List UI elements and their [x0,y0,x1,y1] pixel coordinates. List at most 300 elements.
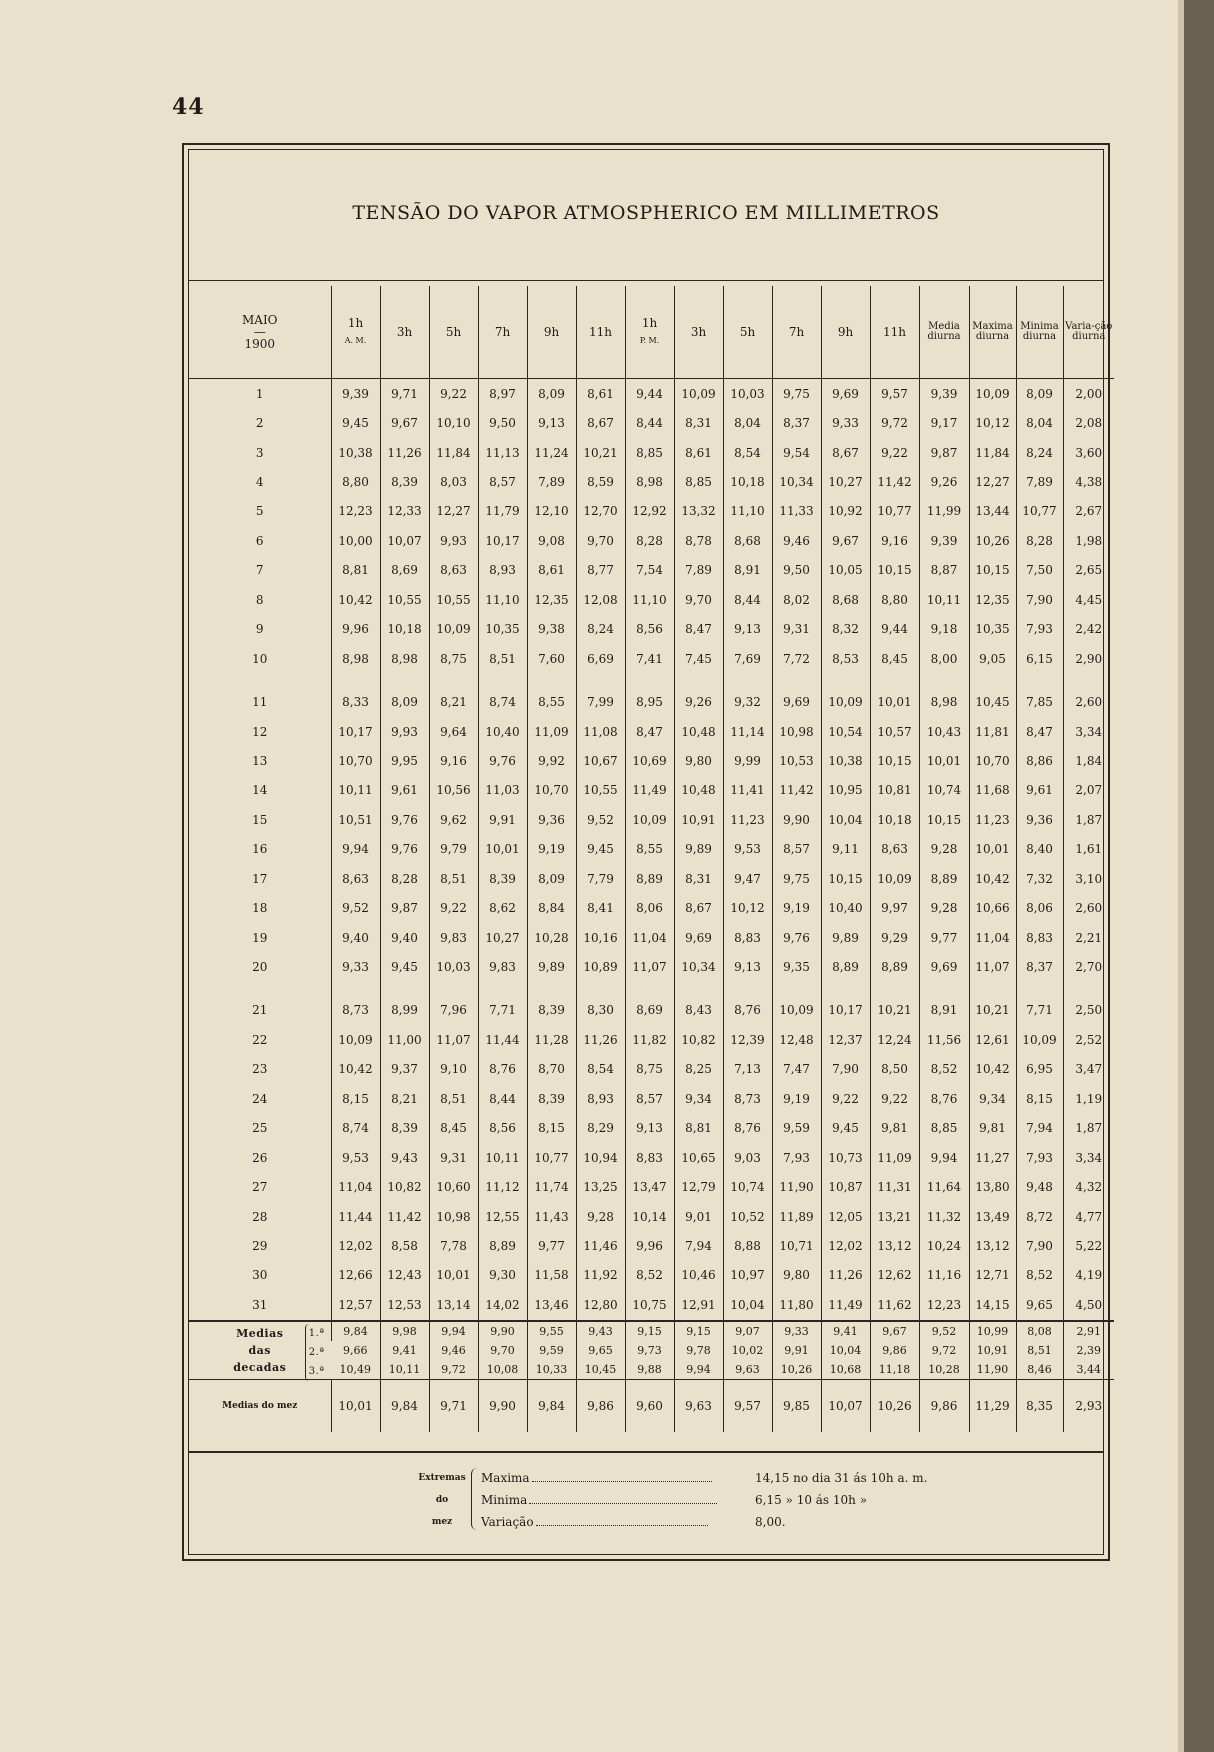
value-cell: 14,15 [969,1290,1016,1320]
value-cell: 7,13 [723,1055,772,1084]
decade-value-cell: 8,08 [1016,1321,1063,1341]
decade-row [189,1321,1114,1341]
decade-value-cell: 8,46 [1016,1360,1063,1380]
decade-value-cell: 10,26 [772,1360,821,1380]
value-cell: 8,95 [625,673,674,716]
value-cell: 9,05 [969,644,1016,673]
decade-value-cell: 9,98 [380,1321,429,1341]
value-cell: 11,13 [478,438,527,467]
value-cell: 10,81 [870,776,919,805]
value-cell: 8,74 [478,673,527,716]
monthly-extremes [189,1451,1103,1564]
value-cell: 9,36 [527,805,576,834]
value-cell: 10,09 [331,1025,380,1054]
value-cell: 11,10 [723,497,772,526]
value-cell: 8,70 [527,1055,576,1084]
value-cell: 9,59 [772,1114,821,1143]
value-cell: 2,67 [1063,497,1114,526]
value-cell: 3,60 [1063,438,1114,467]
value-cell: 8,52 [1016,1261,1063,1290]
value-cell: 4,50 [1063,1290,1114,1320]
value-cell: 12,62 [870,1261,919,1290]
value-cell: 9,83 [478,952,527,981]
month-mean-cell: 9,60 [625,1379,674,1432]
value-cell: 13,47 [625,1172,674,1201]
decade-value-cell: 8,51 [1016,1341,1063,1360]
hour-header: 5h [429,286,478,379]
value-cell: 12,33 [380,497,429,526]
table-row [189,644,1114,673]
value-cell: 8,53 [821,644,870,673]
value-cell: 8,80 [870,585,919,614]
day-cell: 23 [252,1062,268,1077]
value-cell: 9,62 [429,805,478,834]
value-cell: 7,90 [821,1055,870,1084]
value-cell: 8,44 [723,585,772,614]
value-cell: 9,10 [429,1055,478,1084]
value-cell: 1,87 [1063,805,1114,834]
value-cell: 8,04 [723,408,772,437]
value-cell: 11,07 [969,952,1016,981]
value-cell: 10,01 [478,835,527,864]
value-cell: 8,52 [919,1055,969,1084]
value-cell: 8,37 [1016,952,1063,981]
value-cell: 8,76 [919,1084,969,1113]
value-cell: 9,67 [821,526,870,555]
value-cell: 8,89 [919,864,969,893]
value-cell: 9,69 [674,923,723,952]
value-cell: 10,70 [527,776,576,805]
value-cell: 10,16 [576,923,625,952]
value-cell: 11,79 [478,497,527,526]
value-cell: 8,30 [576,982,625,1025]
decade-value-cell: 9,78 [674,1341,723,1360]
table-row [189,1114,1114,1143]
value-cell: 9,34 [969,1084,1016,1113]
decade-value-cell: 9,72 [919,1341,969,1360]
minima-diurna-header: Minima diurna [1016,286,1063,379]
value-cell: 11,07 [429,1025,478,1054]
month-mean-cell: 10,01 [331,1379,380,1432]
table-row [189,408,1114,437]
value-cell: 10,40 [478,717,527,746]
value-cell: 9,50 [772,556,821,585]
table-row [189,438,1114,467]
value-cell: 7,50 [1016,556,1063,585]
value-cell: 8,81 [674,1114,723,1143]
value-cell: 8,97 [478,379,527,409]
decade-value-cell: 9,65 [576,1341,625,1360]
value-cell: 8,93 [478,556,527,585]
table-row [189,952,1114,981]
day-cell: 30 [252,1268,268,1283]
value-cell: 7,78 [429,1231,478,1260]
hour-header: 7h [478,286,527,379]
value-cell: 8,89 [870,952,919,981]
value-cell: 13,44 [969,497,1016,526]
value-cell: 12,61 [969,1025,1016,1054]
value-cell: 10,54 [821,717,870,746]
value-cell: 10,91 [674,805,723,834]
value-cell: 8,39 [527,982,576,1025]
value-cell: 9,17 [919,408,969,437]
value-cell: 10,27 [821,467,870,496]
value-cell: 12,02 [331,1231,380,1260]
value-cell: 10,04 [821,805,870,834]
table-row [189,673,1114,716]
decade-ordinal: 2.ª [308,1346,325,1358]
value-cell: 9,65 [1016,1290,1063,1320]
value-cell: 3,34 [1063,717,1114,746]
value-cell: 12,10 [527,497,576,526]
value-cell: 8,85 [674,467,723,496]
hour-header: 9h [527,286,576,379]
value-cell: 9,61 [1016,776,1063,805]
value-cell: 10,55 [380,585,429,614]
maxima-label: Maxima [481,1471,530,1485]
value-cell: 10,03 [429,952,478,981]
value-cell: 10,00 [331,526,380,555]
value-cell: 10,55 [429,585,478,614]
day-cell: 24 [252,1091,268,1106]
day-cell: 7 [255,563,264,578]
value-cell: 12,37 [821,1025,870,1054]
month-mean-cell: 11,29 [969,1379,1016,1432]
value-cell: 9,33 [821,408,870,437]
value-cell: 9,76 [380,805,429,834]
decade-value-cell: 10,99 [969,1321,1016,1341]
decade-value-cell: 9,55 [527,1321,576,1341]
value-cell: 9,97 [870,893,919,922]
value-cell: 8,39 [478,864,527,893]
value-cell: 10,07 [380,526,429,555]
page-title: TENSÃO DO VAPOR ATMOSPHERICO EM MILLIMETROS [352,202,940,224]
decade-value-cell: 9,67 [870,1321,919,1341]
value-cell: 1,87 [1063,1114,1114,1143]
day-cell: 2 [255,416,264,431]
value-cell: 8,21 [380,1084,429,1113]
value-cell: 4,19 [1063,1261,1114,1290]
day-cell: 19 [252,930,268,945]
value-cell: 9,13 [723,615,772,644]
value-cell: 8,39 [527,1084,576,1113]
value-cell: 10,70 [969,746,1016,775]
value-cell: 8,47 [1016,717,1063,746]
day-cell: 20 [252,960,268,975]
title-divider [189,280,1103,281]
value-cell: 9,13 [625,1114,674,1143]
value-cell: 9,31 [772,615,821,644]
variacao-label: Variação [481,1515,534,1529]
value-cell: 9,70 [576,526,625,555]
month-mean-cell: 9,84 [527,1379,576,1432]
value-cell: 9,96 [625,1231,674,1260]
month-mean-cell: 8,35 [1016,1379,1063,1432]
value-cell: 9,79 [429,835,478,864]
header-row [189,286,1114,379]
value-cell: 12,23 [331,497,380,526]
value-cell: 9,95 [380,746,429,775]
decade-value-cell: 3,44 [1063,1360,1114,1380]
day-cell: 11 [252,695,268,710]
value-cell: 8,50 [870,1055,919,1084]
day-cell: 13 [252,753,268,768]
value-cell: 10,97 [723,1261,772,1290]
value-cell: 8,55 [625,835,674,864]
month-means-label: Medias do mez [189,1379,331,1432]
value-cell: 12,02 [821,1231,870,1260]
value-cell: 9,13 [527,408,576,437]
value-cell: 8,67 [821,438,870,467]
value-cell: 10,21 [870,982,919,1025]
value-cell: 11,23 [723,805,772,834]
value-cell: 8,32 [821,615,870,644]
value-cell: 9,76 [380,835,429,864]
value-cell: 9,57 [870,379,919,409]
decade-value-cell: 2,39 [1063,1341,1114,1360]
value-cell: 11,84 [429,438,478,467]
value-cell: 7,93 [1016,615,1063,644]
value-cell: 8,83 [1016,923,1063,952]
value-cell: 8,29 [576,1114,625,1143]
value-cell: 8,62 [478,893,527,922]
value-cell: 12,35 [527,585,576,614]
extremes-labels [481,1467,717,1533]
value-cell: 8,54 [723,438,772,467]
value-cell: 8,88 [723,1231,772,1260]
value-cell: 10,42 [331,1055,380,1084]
decade-value-cell: 9,94 [429,1321,478,1341]
value-cell: 9,53 [331,1143,380,1172]
value-cell: 7,89 [674,556,723,585]
month-mean-cell: 9,84 [380,1379,429,1432]
value-cell: 9,72 [870,408,919,437]
decade-value-cell: 9,15 [625,1321,674,1341]
value-cell: 8,25 [674,1055,723,1084]
decade-means [189,1321,1114,1380]
value-cell: 7,71 [1016,982,1063,1025]
value-cell: 6,95 [1016,1055,1063,1084]
value-cell: 2,52 [1063,1025,1114,1054]
value-cell: 10,17 [331,717,380,746]
value-cell: 11,44 [478,1025,527,1054]
media-diurna-header: Media diurna [919,286,969,379]
value-cell: 9,80 [772,1261,821,1290]
value-cell: 10,12 [723,893,772,922]
day-cell: 9 [255,622,264,637]
value-cell: 8,63 [429,556,478,585]
value-cell: 10,11 [478,1143,527,1172]
value-cell: 12,23 [919,1290,969,1320]
hour-header: 3h [380,286,429,379]
day-cell: 25 [252,1121,268,1136]
decade-ordinal: 1.ª [308,1327,325,1339]
value-cell: 8,75 [625,1055,674,1084]
maxima-value: 14,15 no dia 31 ás 10h a. m. [755,1471,928,1485]
value-cell: 11,24 [527,438,576,467]
table-row [189,615,1114,644]
value-cell: 10,10 [429,408,478,437]
value-cell: 8,28 [625,526,674,555]
value-cell: 8,40 [1016,835,1063,864]
decade-value-cell: 10,04 [821,1341,870,1360]
day-cell: 16 [252,842,268,857]
value-cell: 11,90 [772,1172,821,1201]
value-cell: 12,35 [969,585,1016,614]
value-cell: 9,22 [870,438,919,467]
value-cell: 4,77 [1063,1202,1114,1231]
value-cell: 8,43 [674,982,723,1025]
value-cell: 8,73 [331,982,380,1025]
value-cell: 8,67 [674,893,723,922]
decade-value-cell: 9,33 [772,1321,821,1341]
brace-bracket [471,1468,480,1530]
value-cell: 10,98 [772,717,821,746]
value-cell: 11,08 [576,717,625,746]
value-cell: 6,69 [576,644,625,673]
value-cell: 7,93 [772,1143,821,1172]
value-cell: 3,10 [1063,864,1114,893]
value-cell: 9,83 [429,923,478,952]
value-cell: 9,77 [527,1231,576,1260]
value-cell: 11,41 [723,776,772,805]
decade-value-cell: 10,45 [576,1360,625,1380]
value-cell: 10,09 [429,615,478,644]
value-cell: 8,61 [674,438,723,467]
value-cell: 2,08 [1063,408,1114,437]
value-cell: 11,23 [969,805,1016,834]
page-number: 44 [172,94,205,120]
value-cell: 9,70 [674,585,723,614]
value-cell: 10,35 [478,615,527,644]
value-cell: 9,46 [772,526,821,555]
value-cell: 11,09 [870,1143,919,1172]
table-row [189,497,1114,526]
value-cell: 8,03 [429,467,478,496]
value-cell: 8,85 [625,438,674,467]
value-cell: 8,02 [772,585,821,614]
value-cell: 10,38 [821,746,870,775]
value-cell: 8,09 [1016,379,1063,409]
table-row [189,835,1114,864]
value-cell: 10,92 [821,497,870,526]
value-cell: 9,87 [380,893,429,922]
value-cell: 8,68 [821,585,870,614]
table-row [189,526,1114,555]
value-cell: 11,28 [527,1025,576,1054]
month-mean-cell: 9,86 [919,1379,969,1432]
value-cell: 8,00 [919,644,969,673]
value-cell: 10,26 [969,526,1016,555]
value-cell: 9,40 [380,923,429,952]
value-cell: 11,16 [919,1261,969,1290]
month-mean-cell: 9,71 [429,1379,478,1432]
value-cell: 12,92 [625,497,674,526]
value-cell: 12,27 [969,467,1016,496]
value-cell: 8,15 [527,1114,576,1143]
value-cell: 9,45 [576,835,625,864]
value-cell: 8,55 [527,673,576,716]
value-cell: 10,18 [723,467,772,496]
value-cell: 8,98 [331,644,380,673]
value-cell: 11,44 [331,1202,380,1231]
day-cell: 14 [252,783,268,798]
decade-value-cell: 9,07 [723,1321,772,1341]
value-cell: 9,96 [331,615,380,644]
month-mean-cell: 9,86 [576,1379,625,1432]
value-cell: 10,18 [870,805,919,834]
value-cell: 8,63 [331,864,380,893]
value-cell: 9,28 [919,893,969,922]
value-cell: 8,51 [429,864,478,893]
day-cell: 1 [255,386,264,401]
value-cell: 11,92 [576,1261,625,1290]
value-cell: 9,69 [821,379,870,409]
value-cell: 1,61 [1063,835,1114,864]
value-cell: 12,79 [674,1172,723,1201]
value-cell: 9,16 [870,526,919,555]
value-cell: 13,25 [576,1172,625,1201]
value-cell: 1,19 [1063,1084,1114,1113]
value-cell: 11,42 [870,467,919,496]
value-cell: 8,06 [625,893,674,922]
value-cell: 8,51 [429,1084,478,1113]
value-cell: 9,26 [919,467,969,496]
value-cell: 10,67 [576,746,625,775]
value-cell: 10,95 [821,776,870,805]
value-cell: 9,90 [772,805,821,834]
value-cell: 10,09 [625,805,674,834]
decade-value-cell: 9,84 [331,1321,380,1341]
value-cell: 10,11 [331,776,380,805]
value-cell: 10,65 [674,1143,723,1172]
day-cell: 3 [255,445,264,460]
value-cell: 12,39 [723,1025,772,1054]
table-row [189,585,1114,614]
value-cell: 13,21 [870,1202,919,1231]
value-cell: 4,32 [1063,1172,1114,1201]
table-row [189,379,1114,409]
value-cell: 9,22 [870,1084,919,1113]
value-cell: 11,31 [870,1172,919,1201]
value-cell: 9,33 [331,952,380,981]
month-mean-cell: 9,85 [772,1379,821,1432]
decade-value-cell: 9,41 [380,1341,429,1360]
value-cell: 11,09 [527,717,576,746]
value-cell: 9,52 [576,805,625,834]
value-cell: 8,44 [625,408,674,437]
value-cell: 10,75 [625,1290,674,1320]
hour-header: 1h A. M. [331,286,380,379]
value-cell: 7,94 [674,1231,723,1260]
value-cell: 8,04 [1016,408,1063,437]
value-cell: 10,28 [527,923,576,952]
value-cell: 8,09 [527,864,576,893]
value-cell: 9,76 [478,746,527,775]
value-cell: 7,47 [772,1055,821,1084]
value-cell: 8,89 [821,952,870,981]
value-cell: 10,82 [674,1025,723,1054]
value-cell: 8,31 [674,408,723,437]
decade-ordinal: 3.ª [308,1365,325,1377]
value-cell: 10,77 [870,497,919,526]
value-cell: 11,04 [625,923,674,952]
value-cell: 9,34 [674,1084,723,1113]
hour-header: 11h [870,286,919,379]
value-cell: 10,40 [821,893,870,922]
value-cell: 10,46 [674,1261,723,1290]
decade-value-cell: 9,88 [625,1360,674,1380]
